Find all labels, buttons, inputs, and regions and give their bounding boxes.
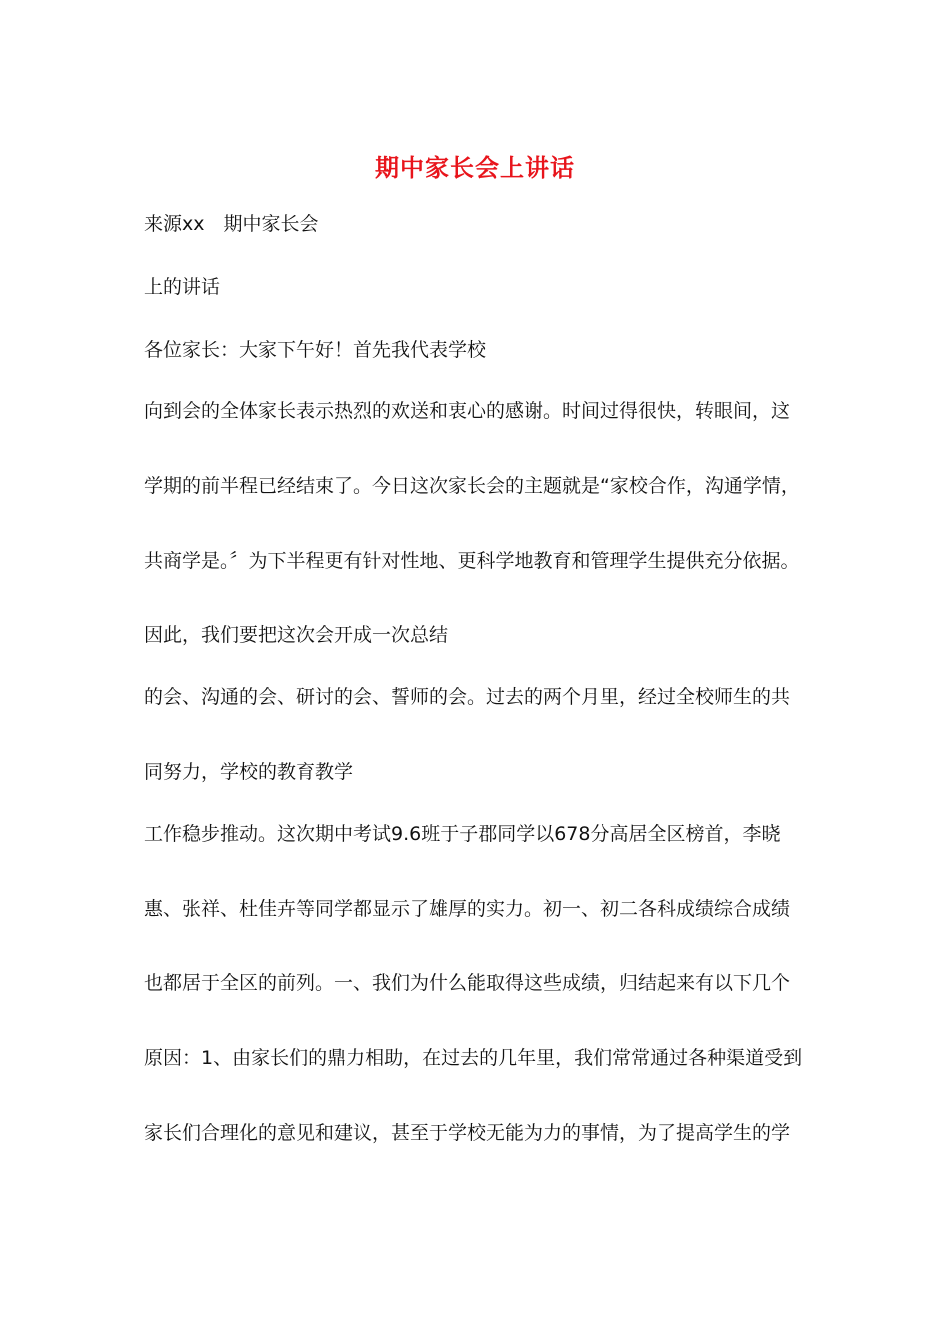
body-line: 家长们合理化的意见和建议，甚至于学校无能为力的事情，为了提高学生的学: [144, 1122, 791, 1144]
body-line: 学期的前半程已经结束了。今日这次家长会的主题就是“家校合作，沟通学情，: [144, 475, 800, 497]
body-line: 原因：1、由家长们的鼎力相助，在过去的几年里，我们常常通过各种渠道受到: [144, 1047, 803, 1069]
body-line: 的会、沟通的会、研讨的会、誓师的会。过去的两个月里，经过全校师生的共: [144, 686, 791, 708]
body-line: 工作稳步推动。这次期中考试9.6班于子郡同学以678分高居全区榜首，李晓: [144, 823, 781, 845]
body-line: 同努力，学校的教育教学: [144, 761, 354, 783]
body-line: 上的讲话: [144, 276, 221, 298]
body-line: 共商学是。〞为下半程更有针对性地、更科学地教育和管理学生提供充分依据。: [144, 550, 800, 572]
body-line: 惠、张祥、杜佳卉等同学都显示了雄厚的实力。初一、初二各科成绩综合成绩: [144, 898, 791, 920]
body-line: 向到会的全体家长表示热烈的欢送和衷心的感谢。时间过得很快，转眼间，这: [144, 400, 791, 422]
body-line: 也都居于全区的前列。一、我们为什么能取得这些成绩，归结起来有以下几个: [144, 972, 791, 994]
body-line: 来源xx 期中家长会: [144, 213, 319, 235]
body-line: 各位家长：大家下午好！首先我代表学校: [144, 339, 487, 361]
document-title: 期中家长会上讲话: [375, 154, 575, 182]
body-line: 因此，我们要把这次会开成一次总结: [144, 624, 449, 646]
